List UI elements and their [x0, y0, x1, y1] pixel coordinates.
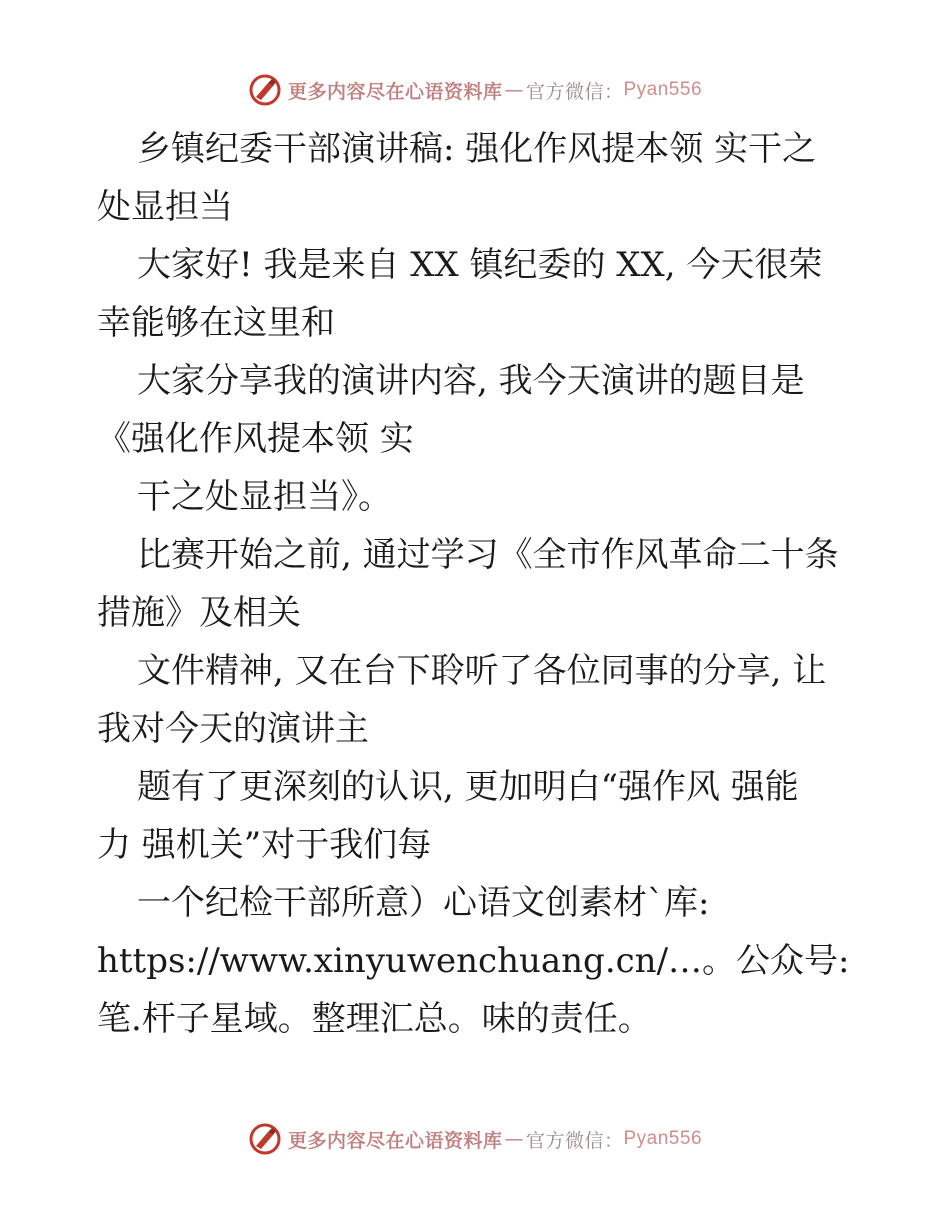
document-line: 力 强机关”对于我们每 [97, 825, 432, 865]
document-line: 乡镇纪委干部演讲稿: 强化作风提本领 实干之 [137, 129, 817, 169]
document-line: 措施》及相关 [97, 593, 301, 633]
footer-watermark [0, 1119, 950, 1159]
document-line: 大家分享我的演讲内容, 我今天演讲的题目是 [137, 361, 805, 401]
watermark-wechat-id: Pyan556 [623, 1128, 703, 1149]
document-line: 干之处显担当》。 [137, 477, 392, 517]
document-line: 幸能够在这里和 [97, 303, 335, 343]
document-line: 我对今天的演讲主 [97, 709, 369, 749]
watermark-separator: — [504, 1128, 524, 1150]
brand-logo-icon [248, 73, 282, 107]
document-line: 一个纪检干部所意）心语文创素材`库: [137, 883, 710, 923]
brand-logo-icon [248, 1122, 282, 1156]
document-line: 题有了更深刻的认识, 更加明白“强作风 强能 [137, 767, 799, 807]
document-line: 文件精神, 又在台下聆听了各位同事的分享, 让 [137, 651, 827, 691]
document-line: 处显担当 [97, 187, 233, 227]
document-line: 《强化作风提本领 实 [97, 419, 414, 459]
document-line: 大家好! 我是来自 XX 镇纪委的 XX, 今天很荣 [137, 245, 823, 285]
watermark-wechat-label: 官方微信： [525, 80, 624, 103]
watermark-wechat-label: 官方微信： [525, 1129, 624, 1152]
header-watermark [0, 70, 950, 110]
document-line: 比赛开始之前, 通过学习《全市作风革命二十条 [137, 535, 839, 575]
document-line: 笔.杆子星域。整理汇总。味的责任。 [97, 999, 652, 1039]
watermark-promo-text: 更多内容尽在心语资料库 [287, 1129, 503, 1152]
watermark-wechat-id: Pyan556 [623, 79, 703, 100]
document-line: https://www.xinyuwenchuang.cn/…。公众号: [97, 941, 850, 981]
document-body [97, 120, 857, 1048]
watermark-promo-text: 更多内容尽在心语资料库 [287, 80, 503, 103]
watermark-separator: — [504, 79, 524, 101]
